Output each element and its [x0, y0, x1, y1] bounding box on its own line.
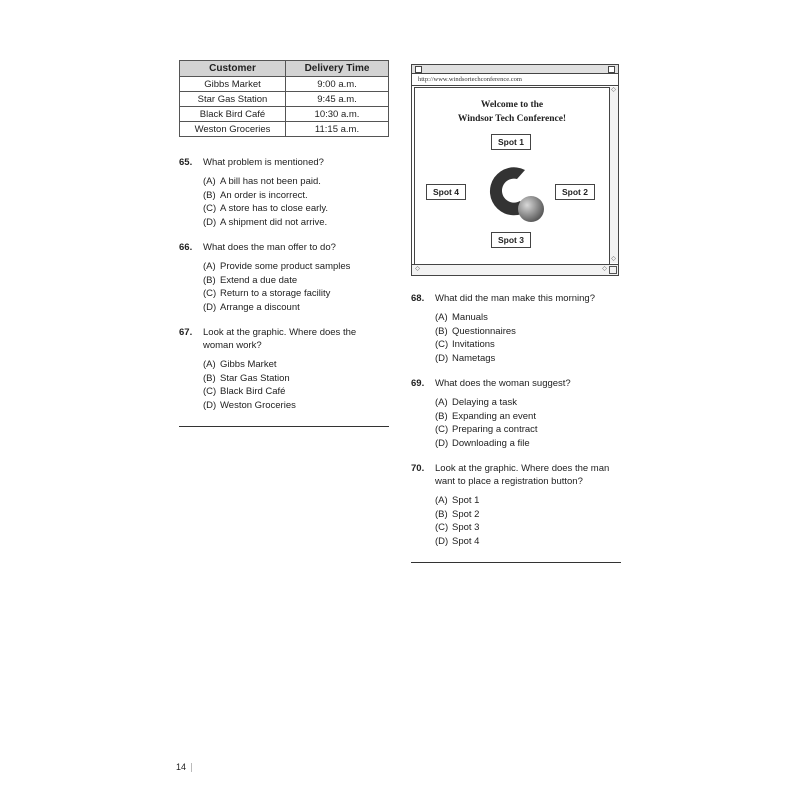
- option-letter: (D): [435, 437, 449, 449]
- table-header-delivery-time: Delivery Time: [286, 61, 389, 77]
- browser-window-graphic: [411, 64, 619, 276]
- answer-options: [203, 175, 389, 229]
- table-cell-time: 9:45 a.m.: [286, 92, 389, 107]
- zoom-box-icon: [608, 66, 615, 73]
- answer-option[interactable]: [435, 437, 621, 451]
- option-letter: (B): [435, 508, 448, 520]
- table-cell-customer: Black Bird Café: [180, 107, 286, 122]
- option-letter: (A): [435, 495, 448, 506]
- answer-option[interactable]: [203, 175, 389, 189]
- question-text: What problem is mentioned?: [203, 157, 324, 168]
- option-text: Gibbs Market: [220, 359, 277, 370]
- option-text: Questionnaires: [452, 325, 516, 337]
- browser-titlebar: [412, 65, 618, 74]
- table-cell-time: 9:00 a.m.: [286, 77, 389, 92]
- answer-option[interactable]: [203, 385, 389, 399]
- resize-grip-icon: [609, 266, 617, 274]
- option-text: Star Gas Station: [220, 372, 290, 384]
- answer-option[interactable]: [203, 301, 389, 315]
- answer-option[interactable]: [203, 216, 389, 230]
- option-letter: (C): [435, 339, 449, 350]
- answer-options: [203, 260, 389, 314]
- option-text: Weston Groceries: [220, 399, 296, 411]
- option-text: A store has to close early.: [220, 203, 329, 214]
- welcome-heading: [415, 98, 609, 126]
- browser-viewport: [414, 87, 610, 265]
- option-text: Nametags: [452, 352, 496, 364]
- answer-options: [435, 494, 621, 548]
- option-letter: (B): [435, 325, 448, 337]
- option-letter: (B): [203, 274, 216, 286]
- answer-option[interactable]: [435, 325, 621, 339]
- page-number: 14: [176, 762, 187, 772]
- option-letter: (B): [435, 410, 448, 422]
- option-text: Downloading a file: [452, 437, 530, 449]
- option-letter: (A): [203, 176, 216, 187]
- table-header-row: [180, 61, 389, 77]
- option-text: A bill has not been paid.: [220, 176, 321, 187]
- option-letter: (C): [203, 288, 217, 299]
- table-cell-customer: Star Gas Station: [180, 92, 286, 107]
- table-row: [180, 92, 389, 107]
- table-cell-customer: Weston Groceries: [180, 122, 286, 137]
- answer-option[interactable]: [435, 423, 621, 437]
- answer-option[interactable]: [203, 358, 389, 372]
- spot-1-box: Spot 1: [491, 134, 531, 150]
- option-letter: (D): [203, 216, 217, 228]
- browser-url-bar: http://www.windsortechconference.com: [412, 74, 618, 86]
- option-letter: (D): [435, 535, 449, 547]
- option-text: Spot 1: [452, 495, 480, 506]
- scroll-up-icon: ◇: [611, 87, 616, 93]
- option-text: A shipment did not arrive.: [220, 216, 328, 228]
- question-number: 67.: [179, 327, 193, 338]
- spot-2-box: Spot 2: [555, 184, 595, 200]
- right-column: [411, 64, 621, 563]
- question-67: [179, 326, 389, 412]
- option-text: Spot 3: [452, 522, 480, 533]
- welcome-line-2: Windsor Tech Conference!: [457, 114, 567, 124]
- question-text: What does the man offer to do?: [203, 242, 336, 253]
- scroll-right-icon: ◇: [602, 266, 607, 272]
- table-cell-customer: Gibbs Market: [180, 77, 286, 92]
- answer-options: [435, 396, 621, 450]
- question-69: [411, 377, 621, 450]
- question-65: [179, 156, 389, 229]
- horizontal-scrollbar: [412, 264, 618, 275]
- table-row: [180, 122, 389, 137]
- option-text: Return to a storage facility: [220, 288, 331, 299]
- logo-ball: [518, 196, 544, 222]
- vertical-scrollbar: [609, 87, 618, 263]
- scroll-left-icon: ◇: [415, 266, 420, 272]
- answer-option[interactable]: [435, 410, 621, 424]
- answer-option[interactable]: [203, 399, 389, 413]
- answer-option[interactable]: [203, 287, 389, 301]
- option-text: Delaying a task: [452, 397, 517, 408]
- answer-options: [203, 358, 389, 412]
- option-text: Manuals: [452, 312, 488, 323]
- question-number: 66.: [179, 242, 193, 253]
- question-number: 69.: [411, 378, 425, 389]
- option-text: Preparing a contract: [452, 424, 538, 435]
- option-letter: (D): [203, 301, 217, 313]
- scroll-down-icon: ◇: [611, 256, 616, 262]
- page-number-divider: [191, 763, 192, 772]
- question-text: Look at the graphic. Where does the woman work?: [203, 327, 357, 351]
- table-row: [180, 107, 389, 122]
- option-letter: (A): [435, 312, 448, 323]
- option-letter: (A): [203, 261, 216, 272]
- question-text: What does the woman suggest?: [435, 378, 571, 389]
- answer-option[interactable]: [435, 508, 621, 522]
- welcome-line-1: Welcome to the: [480, 100, 544, 110]
- answer-option[interactable]: [203, 189, 389, 203]
- answer-option[interactable]: [435, 521, 621, 535]
- option-letter: (B): [203, 372, 216, 384]
- table-row: [180, 77, 389, 92]
- question-number: 70.: [411, 463, 425, 474]
- question-number: 65.: [179, 157, 193, 168]
- option-letter: (C): [435, 424, 449, 435]
- answer-option[interactable]: [435, 352, 621, 366]
- option-text: Expanding an event: [452, 410, 536, 422]
- option-letter: (A): [203, 359, 216, 370]
- option-text: Black Bird Café: [220, 386, 286, 397]
- option-letter: (C): [435, 522, 449, 533]
- section-divider: [179, 426, 389, 427]
- answer-option[interactable]: [435, 396, 621, 410]
- option-text: Arrange a discount: [220, 301, 300, 313]
- option-text: Extend a due date: [220, 274, 298, 286]
- spot-4-box: Spot 4: [426, 184, 466, 200]
- answer-option[interactable]: [203, 260, 389, 274]
- question-number: 68.: [411, 293, 425, 304]
- option-letter: (D): [435, 352, 449, 364]
- answer-option[interactable]: [203, 274, 389, 288]
- answer-option[interactable]: [435, 311, 621, 325]
- question-68: [411, 292, 621, 365]
- option-text: An order is incorrect.: [220, 189, 308, 201]
- answer-option[interactable]: [203, 202, 389, 216]
- option-text: Spot 2: [452, 508, 480, 520]
- delivery-table: [179, 60, 389, 137]
- spot-3-box: Spot 3: [491, 232, 531, 248]
- question-text: What did the man make this morning?: [435, 293, 595, 304]
- section-divider: [411, 562, 621, 563]
- table-header-customer: Customer: [180, 61, 286, 77]
- option-text: Spot 4: [452, 535, 480, 547]
- question-70: [411, 462, 621, 548]
- option-text: Provide some product samples: [220, 261, 351, 272]
- option-letter: (D): [203, 399, 217, 411]
- option-letter: (C): [203, 203, 217, 214]
- question-text: Look at the graphic. Where does the man want to place a registration button?: [435, 463, 610, 487]
- option-letter: (A): [435, 397, 448, 408]
- option-letter: (C): [203, 386, 217, 397]
- option-letter: (B): [203, 189, 216, 201]
- answer-options: [435, 311, 621, 365]
- answer-option[interactable]: [203, 372, 389, 386]
- option-text: Invitations: [452, 339, 495, 350]
- answer-option[interactable]: [435, 535, 621, 549]
- answer-option[interactable]: [435, 494, 621, 508]
- answer-option[interactable]: [435, 338, 621, 352]
- table-cell-time: 11:15 a.m.: [286, 122, 389, 137]
- left-column: [179, 60, 389, 427]
- table-cell-time: 10:30 a.m.: [286, 107, 389, 122]
- close-box-icon: [415, 66, 422, 73]
- question-66: [179, 241, 389, 314]
- conference-logo-icon: [479, 158, 549, 228]
